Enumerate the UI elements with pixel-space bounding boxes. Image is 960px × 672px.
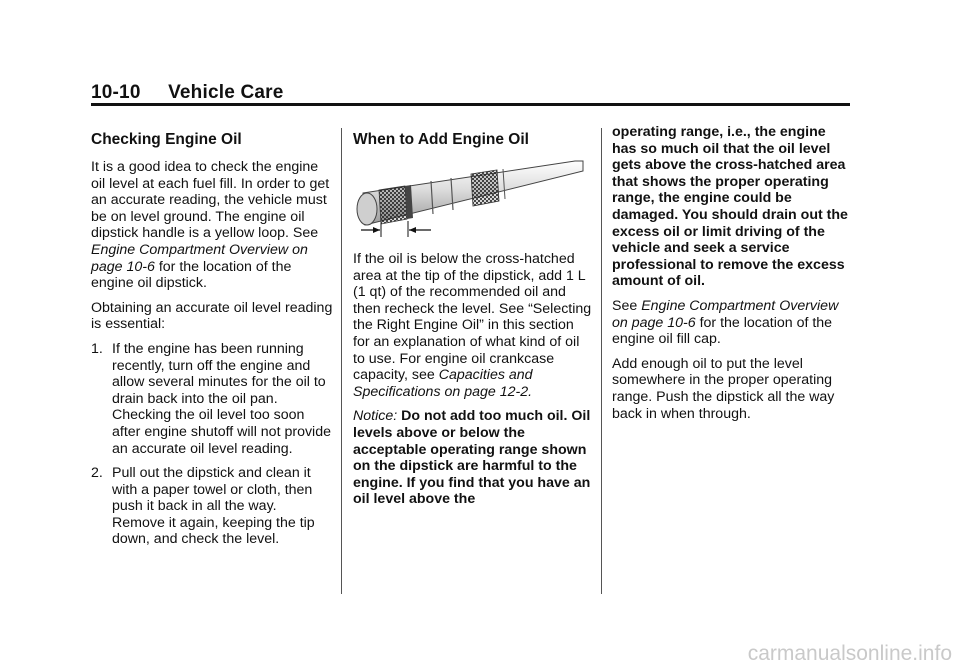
page-header [91,82,284,104]
list-item: 1. If the engine has been running recently, turn off the engine and allow several minutes for the oil to drain back into the oil pan. Checking the oil level too soon after engine shutoff will not provide an accurate oil level reading. [91,340,331,457]
paragraph: It is a good idea to check the engine oil level at each fuel fill. In order to get an accurate reading, the vehicle must be on level ground. The engine oil dipstick handle is a yellow loop. See Engine Compartment Overview on page 10-6 for the location of the engine oil dipstick. [91,159,330,292]
column-2 [353,128,593,516]
notice-continued: operating range, i.e., the engine has so much oil that the oil level gets above the cross-hatched area that shows the proper operating range, the engine could be damaged. You should drain out the excess oil or limit driving of the vehicle and seek a service professional to remove the excess amount of oil. [612,124,848,290]
paragraph: See Engine Compartment Overview on page 10-6 for the location of the engine oil fill cap. [612,297,839,348]
dipstick-illustration [353,159,585,237]
heading-when-to-add-engine-oil: When to Add Engine Oil [353,131,529,148]
heading-checking-engine-oil: Checking Engine Oil [91,131,242,148]
column-1 [91,128,333,556]
steps-list [91,341,333,548]
paragraph: Add enough oil to put the level somewhere in the proper operating range. Push the dipstick all the way back in when through. [612,355,835,422]
list-item: 2. Pull out the dipstick and clean it with a paper towel or cloth, then push it back in all the way. Remove it again, keeping the tip down, and check the level. [91,465,315,548]
cross-reference-link[interactable]: Engine Compartment Overview on page 10-6 [612,297,839,331]
header-rule [91,103,850,106]
notice-label: Notice: [353,408,398,425]
column-divider [601,128,602,594]
watermark: carmanualsonline.info [747,642,952,665]
paragraph: If the oil is below the cross-hatched area at the tip of the dipstick, add 1 L (1 qt) of the recommended oil and then recheck the level. See “Selecting the Right Engine Oil” in this section for an explanation of what kind of oil to use. For engine oil crankcase capacity, see Capacities and Specifications on page 12-2. [353,251,592,400]
column-3 [612,124,852,430]
notice: Notice: Do not add too much oil. Oil levels above or below the acceptable operating range shown on the dipstick are harmful to the engine. If you find that you have an oil level above the [353,408,591,508]
paragraph: Obtaining an accurate oil level reading is essential: [91,299,333,333]
cross-reference-link[interactable]: Capacities and Specifications on page 12-2. [353,367,533,400]
page-number: 10-10 [91,82,141,103]
section-title: Vehicle Care [168,82,284,103]
cross-reference-link[interactable]: Engine Compartment Overview on page 10-6 [91,241,308,275]
column-divider [341,128,342,594]
